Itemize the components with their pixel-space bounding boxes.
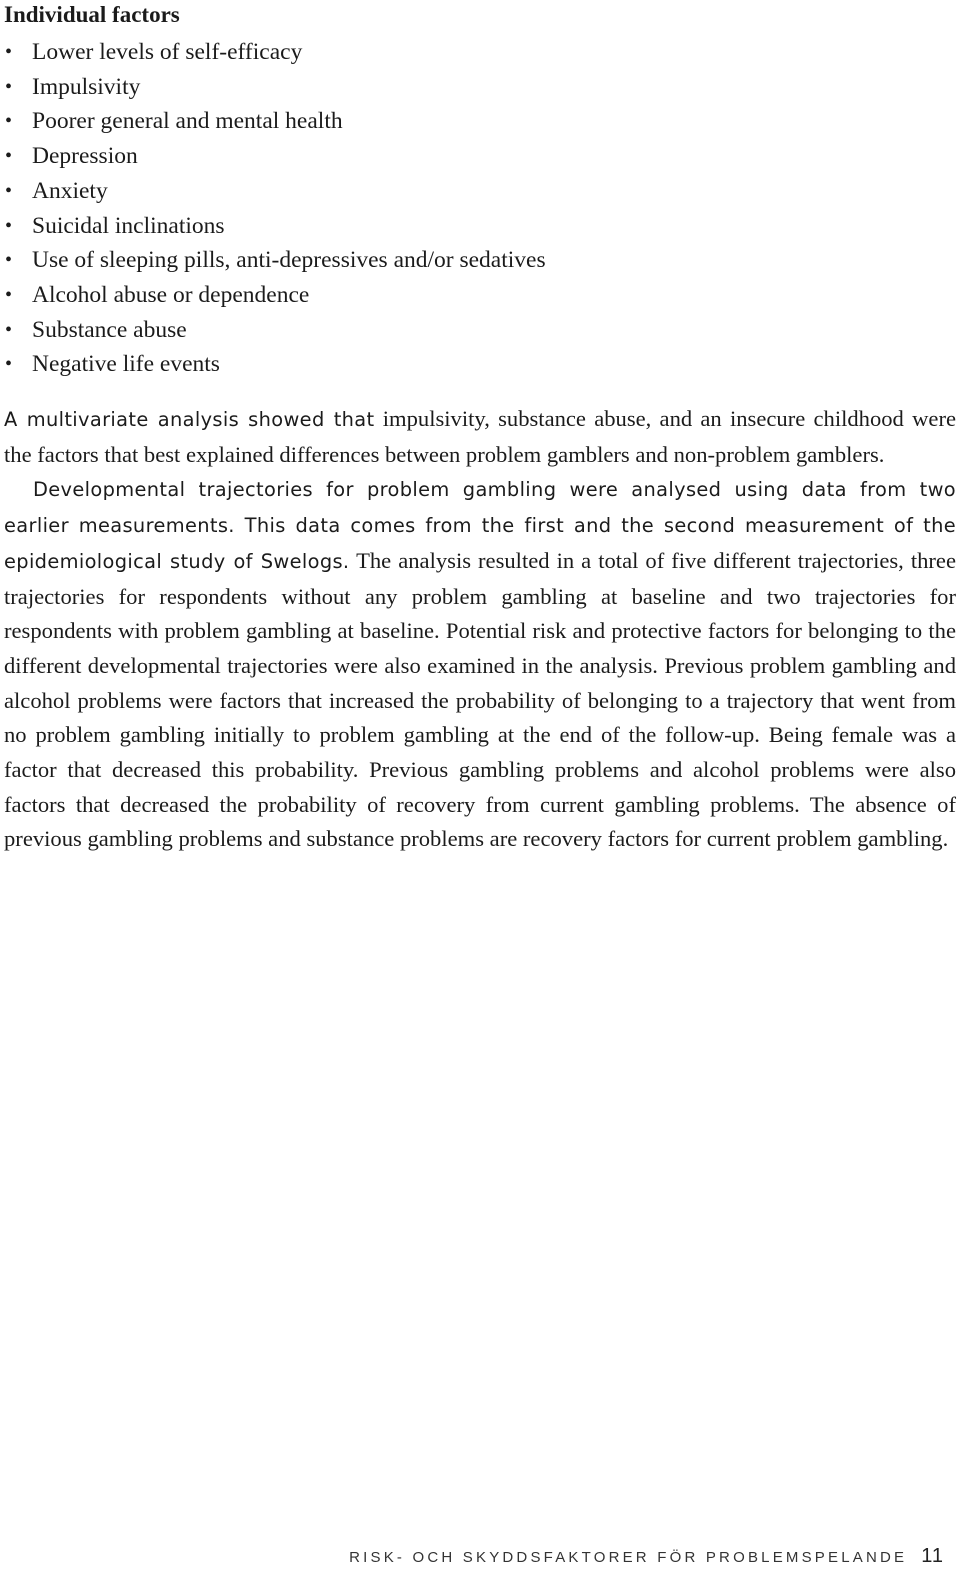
paragraph-trajectories	[4, 472, 956, 857]
bullet-icon: •	[5, 110, 13, 133]
list-item	[4, 139, 956, 174]
paragraph-text: impulsivity, substance abuse, and an insecure childhood were the factors that best explained differences between problem gamblers and non-problem gamblers.	[4, 406, 956, 467]
list-item-text: Poorer general and mental health	[32, 108, 343, 135]
list-item	[4, 209, 956, 244]
list-item-text: Alcohol abuse or dependence	[32, 281, 310, 308]
list-item	[4, 70, 956, 105]
list-item-text: Substance abuse	[32, 316, 187, 343]
running-title: RISK- OCH SKYDDSFAKTORER FÖR PROBLEMSPELANDE	[349, 1549, 908, 1566]
list-item-text: Use of sleeping pills, anti-depressives and/or sedatives	[32, 247, 546, 274]
bullet-icon: •	[5, 75, 13, 98]
list-item-text: Suicidal inclinations	[32, 212, 225, 239]
page	[4, 0, 956, 857]
list-item-text: Lower levels of self-efficacy	[32, 39, 303, 65]
paragraph-text: The analysis resulted in a total of five different trajectories, three trajectories for respondents without any problem gambling at baseline and two trajectories for respondents with problem gambling at baseline. Potential risk and protective factors for belonging to the different developmental trajectories were also examined in the analysis. Previous problem gambling and alcohol problems were factors that increased the probability of belonging to a trajectory that went from no problem gambling initially to problem gambling at the end of the follow-up. Being female was a factor that decreased this probability. Previous gambling problems and alcohol problems were also factors that decreased the probability of recovery from current gambling problems. The absence of previous gambling problems and substance problems are recovery factors for current problem gambling.	[4, 547, 956, 852]
paragraph-lead-in: Developmental trajectories for problem gambling were analysed using data from two earlier measurements. This data comes from the first and the second measurement of the epidemiological study of Swelogs.	[4, 478, 956, 573]
bullet-icon: •	[5, 179, 13, 202]
list-item-text: Depression	[32, 143, 138, 170]
list-item	[4, 243, 956, 278]
list-item	[4, 174, 956, 209]
list-item-text: Negative life events	[32, 351, 220, 378]
list-item	[4, 104, 956, 139]
list-item	[4, 313, 956, 348]
list-item	[4, 278, 956, 313]
bullet-icon: •	[5, 283, 13, 306]
bullet-icon: •	[5, 353, 13, 376]
individual-factors-list	[4, 35, 956, 382]
section-heading: Individual factors	[4, 2, 180, 27]
page-footer	[0, 1545, 960, 1568]
paragraph-multivariate	[4, 402, 956, 472]
list-item-text: Anxiety	[32, 177, 108, 204]
list-item-text: Impulsivity	[32, 73, 141, 100]
bullet-icon: •	[5, 214, 13, 237]
page-number: 11	[921, 1545, 944, 1567]
list-item	[4, 347, 956, 382]
bullet-icon: •	[5, 318, 13, 341]
bullet-icon: •	[5, 145, 13, 168]
bullet-icon: •	[5, 249, 13, 272]
body-text	[4, 402, 956, 857]
bullet-icon: •	[5, 41, 13, 63]
paragraph-lead-in: A multivariate analysis showed that	[4, 408, 375, 432]
list-item	[4, 35, 956, 70]
